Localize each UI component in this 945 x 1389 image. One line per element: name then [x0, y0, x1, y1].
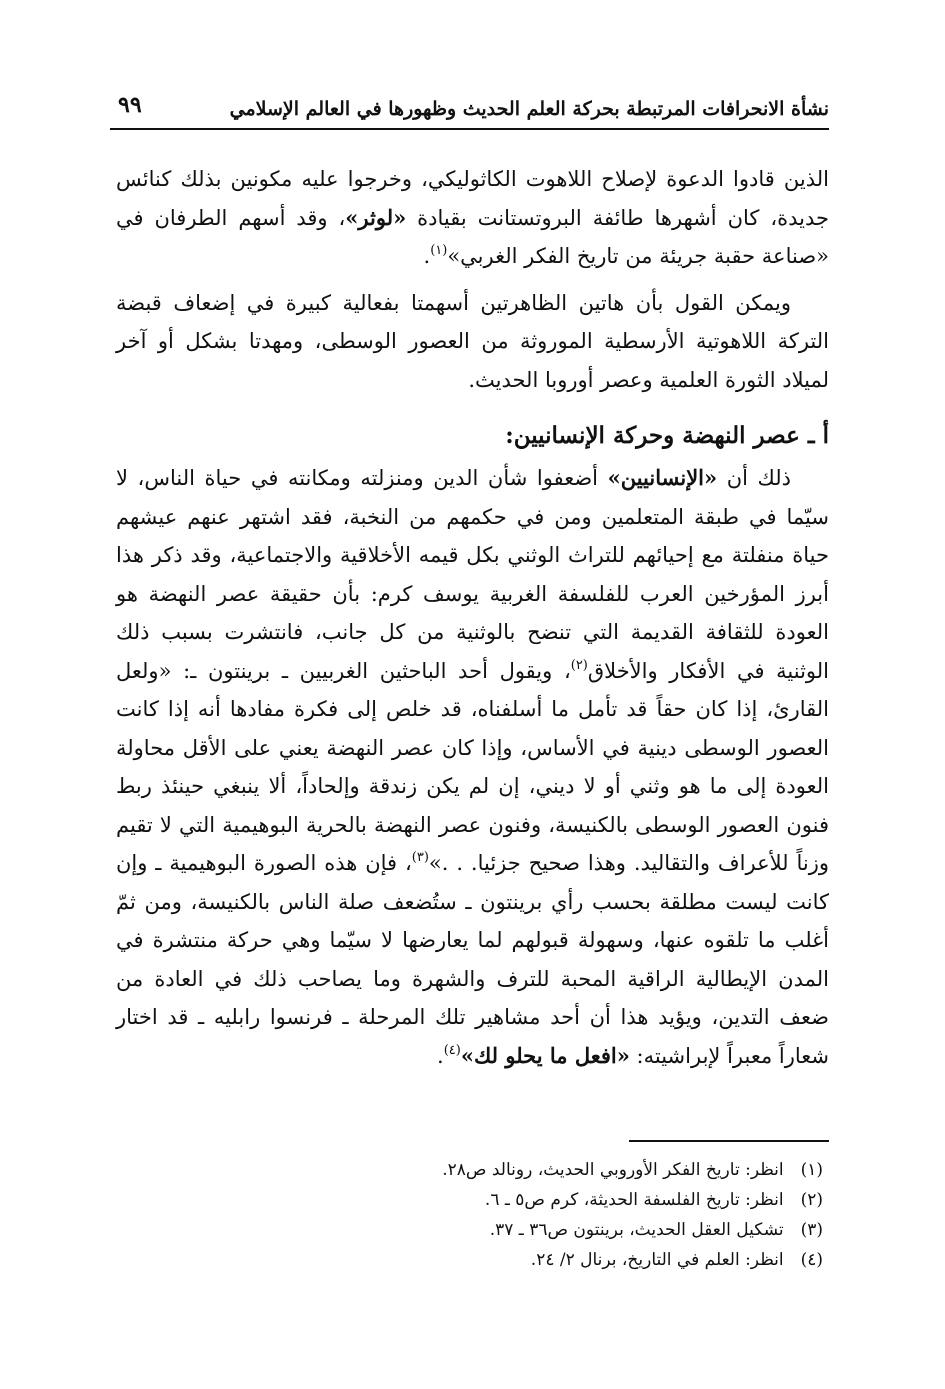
text-run: .	[423, 244, 431, 268]
footnote-ref-4[interactable]: (٤)	[443, 1042, 461, 1058]
footnote-ref-3[interactable]: (٣)	[411, 850, 429, 865]
running-header	[110, 88, 829, 130]
footnote-text: انظر: تاريخ الفلسفة الحديثة، كرم ص٥ ـ ٦.	[484, 1190, 784, 1210]
footnotes	[116, 1155, 829, 1275]
text-run: ، وقد أسهم الطرفان في «صناعة حقبة جريئة من تاريخ الفكر الغربي»	[116, 205, 829, 268]
text-run: ، فإن هذه الصورة البوهيمية ـ وإن كانت ليست مطلقة بحسب رأي برينتون ـ ستُضعف صلة الناس بالكنيسة، ومن ثمّ أغلب ما تلقوه عنها، وسهولة قبولهم لما يعارضها لا سيّما وهي حركة منتشرة في المدن الإيطالية الراقية المحبة للترف والشهرة وما يصاحب ذلك في العادة من ضعف التدين، ويؤيد هذا أن أحد مشاهير تلك المرحلة ـ فرنسوا رابليه ـ قد اختار شعاراً معبراً لإبراشيته:	[116, 851, 829, 1068]
footnote-number: (٣)	[800, 1220, 823, 1240]
header-title: نشأة الانحرافات المرتبطة بحركة العلم الحديث وظهورها في العالم الإسلامي	[229, 98, 829, 120]
footnote-ref-1[interactable]: (١)	[430, 243, 448, 258]
footnote-ref-2[interactable]: (٢)	[570, 657, 588, 673]
footnote-divider	[629, 1140, 829, 1142]
footnote-1	[116, 1155, 829, 1185]
emphasis-humanists: «الإنسانيين»	[607, 465, 718, 490]
page-number: ٩٩	[118, 92, 142, 118]
text-run: ، ويقول أحد الباحثين الغربيين ـ برينتون ـ: «ولعل القارئ، إذا كان حقاً قد تأمل ما أسلفناه، قد خلص إلى فكرة مفادها أنه إذا كانت العصور الوسطى دينية في الأساس، وإذا كان عصر النهضة يعني على الأقل محاولة العودة إلى ما هو وثني أو لا ديني، إن لم يكن زندقة وإلحاداً، ألا ينبغي حينئذ ربط فنون العصور الوسطى بالكنيسة، وفنون عصر النهضة بالحرية البوهيمية التي لا تقيم وزناً للأعراف والتقاليد. وهذا صحيح جزئيا. . .»	[116, 658, 829, 875]
text-run: ذلك أن	[717, 466, 792, 490]
footnote-text: تشكيل العقل الحديث، برينتون ص٣٦ ـ ٣٧.	[489, 1220, 784, 1240]
footnote-3	[116, 1215, 829, 1245]
paragraph-3	[116, 459, 829, 1075]
footnote-2	[116, 1185, 829, 1215]
footnote-text: انظر: العلم في التاريخ، برنال ٢/ ٢٤.	[530, 1250, 784, 1270]
footnote-number: (٤)	[800, 1250, 823, 1270]
footnote-number: (٢)	[800, 1190, 823, 1210]
footnote-4	[116, 1245, 829, 1275]
text-run: أضعفوا شأن الدين ومنزلته ومكانته في حياة الناس، لا سيّما في طبقة المتعلمين ومن في حكمهم من النخبة، فقد اشتهر عنهم عيشهم حياة منفلتة مع إحيائهم للتراث الوثني بكل قيمه الأخلاقية والاجتماعية، وقد ذكر هذا أبرز المؤرخين العرب للفلسفة الغربية يوسف كرم: بأن حقيقة عصر النهضة هو العودة للثقافة القديمة التي تنضح بالوثنية من كل جانب، فانتشرت بسبب ذلك الوثنية في الأفكار والأخلاق	[116, 466, 830, 683]
emphasis-motto: «افعل ما يحلو لك»	[460, 1042, 630, 1068]
emphasis-luther: «لوثر»	[345, 204, 407, 230]
body-text	[116, 160, 829, 1075]
text-run: .	[437, 1043, 444, 1068]
paragraph-1	[116, 160, 829, 276]
section-heading: أ ـ عصر النهضة وحركة الإنسانيين:	[505, 422, 829, 449]
footnote-text: انظر: تاريخ الفكر الأوروبي الحديث، رونالد ص٢٨.	[442, 1160, 784, 1180]
paragraph-2	[116, 284, 829, 400]
text-run: الذين قادوا الدعوة لإصلاح اللاهوت الكاثوليكي، وخرجوا عليه مكونين بذلك كنائس جديدة، كان أشهرها طائفة البروتستانت بقيادة	[116, 167, 830, 230]
text-run: ويمكن القول بأن هاتين الظاهرتين أسهمتا بفعالية كبيرة في إضعاف قبضة التركة اللاهوتية الأرسطية الموروثة من العصور الوسطى، ومهدتا بشكل أو آخر لميلاد الثورة العلمية وعصر أوروبا الحديث.	[116, 290, 829, 392]
footnote-number: (١)	[800, 1160, 823, 1180]
